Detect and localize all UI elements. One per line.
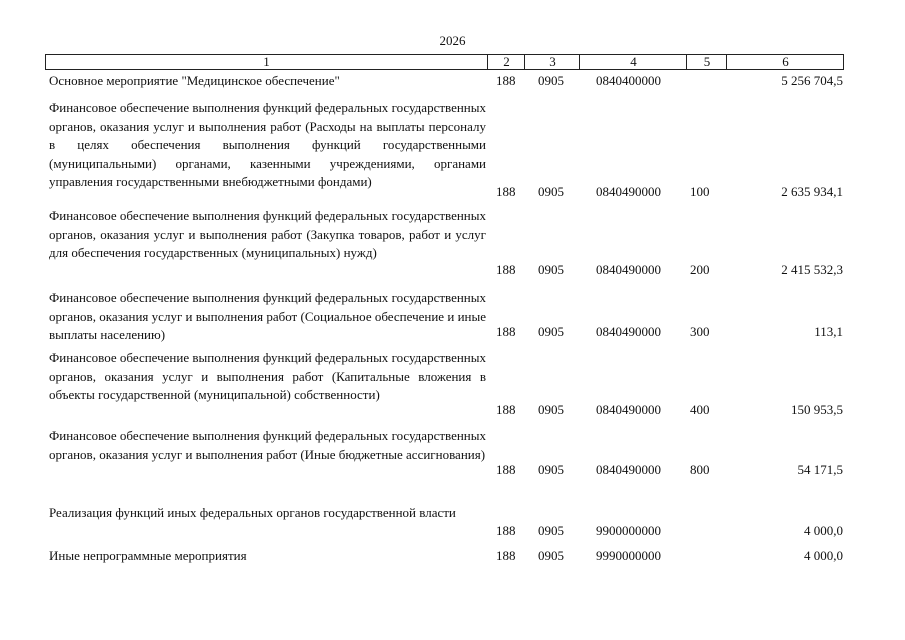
row-col-3: 0905 xyxy=(538,462,564,477)
row-col-5: 400 xyxy=(690,402,710,417)
row-col-3: 0905 xyxy=(538,548,564,563)
row-col-5: 200 xyxy=(690,262,710,277)
row-col-3: 0905 xyxy=(538,184,564,199)
row-col-5: 100 xyxy=(690,184,710,199)
row-col-3: 0905 xyxy=(538,73,564,88)
row-col-2: 188 xyxy=(496,262,516,277)
row-col-6: 4 000,0 xyxy=(804,548,843,563)
row-col-6: 54 171,5 xyxy=(797,462,843,477)
row-col-4: 0840490000 xyxy=(596,462,661,477)
header-col-1: 1 xyxy=(263,54,270,69)
row-col-6: 2 635 934,1 xyxy=(781,184,843,199)
row-col-6: 5 256 704,5 xyxy=(781,73,843,88)
row-col-2: 188 xyxy=(496,548,516,563)
header-col-6: 6 xyxy=(726,55,844,69)
row-col-4: 0840490000 xyxy=(596,184,661,199)
row-col-4: 0840490000 xyxy=(596,262,661,277)
row-col-5: 800 xyxy=(690,462,710,477)
page-number: 2026 xyxy=(439,33,466,48)
row-col-6: 150 953,5 xyxy=(791,402,843,417)
row-col-2: 188 xyxy=(496,324,516,339)
row-col-3: 0905 xyxy=(538,523,564,538)
row-col-6: 4 000,0 xyxy=(804,523,843,538)
row-col-4: 9900000000 xyxy=(596,523,661,538)
row-col-4: 0840400000 xyxy=(596,73,661,88)
row-col-3: 0905 xyxy=(538,262,564,277)
row-col-3: 0905 xyxy=(538,324,564,339)
row-col-6: 113,1 xyxy=(814,324,843,339)
row-description: Финансовое обеспечение выполнения функций федеральных государственных органов, оказания услуг и выполнения работ (Капитальные вложения в объекты государственной (муниципальной) собственности) xyxy=(49,350,486,402)
row-description: Реализация функций иных федеральных органов государственной власти xyxy=(49,505,456,520)
row-col-4: 9990000000 xyxy=(596,548,661,563)
row-col-2: 188 xyxy=(496,462,516,477)
row-col-2: 188 xyxy=(496,184,516,199)
row-description: Иные непрограммные мероприятия xyxy=(49,548,247,563)
table-header xyxy=(45,54,844,70)
header-col-3: 3 xyxy=(524,55,580,69)
row-col-4: 0840490000 xyxy=(596,402,661,417)
row-description: Финансовое обеспечение выполнения функций федеральных государственных органов, оказания услуг и выполнения работ (Расходы на выплаты персоналу в целях обеспечения выполнения функций государственными (муниципальными) органами, казенными учреждениями, органами управления государственными внебюджетными фондами) xyxy=(49,100,486,189)
row-col-2: 188 xyxy=(496,73,516,88)
row-col-2: 188 xyxy=(496,402,516,417)
row-col-3: 0905 xyxy=(538,402,564,417)
row-col-2: 188 xyxy=(496,523,516,538)
header-col-2: 2 xyxy=(487,55,525,69)
row-description: Финансовое обеспечение выполнения функций федеральных государственных органов, оказания услуг и выполнения работ (Иные бюджетные ассигнования) xyxy=(49,428,486,462)
row-description: Финансовое обеспечение выполнения функций федеральных государственных органов, оказания услуг и выполнения работ (Социальное обеспечение и иные выплаты населению) xyxy=(49,290,486,342)
row-description: Финансовое обеспечение выполнения функций федеральных государственных органов, оказания услуг и выполнения работ (Закупка товаров, работ и услуг для обеспечения государственных (муниципальных) нужд) xyxy=(49,208,486,260)
row-col-4: 0840490000 xyxy=(596,324,661,339)
row-description: Основное мероприятие "Медицинское обеспечение" xyxy=(49,73,340,88)
header-col-5: 5 xyxy=(686,55,727,69)
row-col-6: 2 415 532,3 xyxy=(781,262,843,277)
header-col-4: 4 xyxy=(579,55,687,69)
row-col-5: 300 xyxy=(690,324,710,339)
